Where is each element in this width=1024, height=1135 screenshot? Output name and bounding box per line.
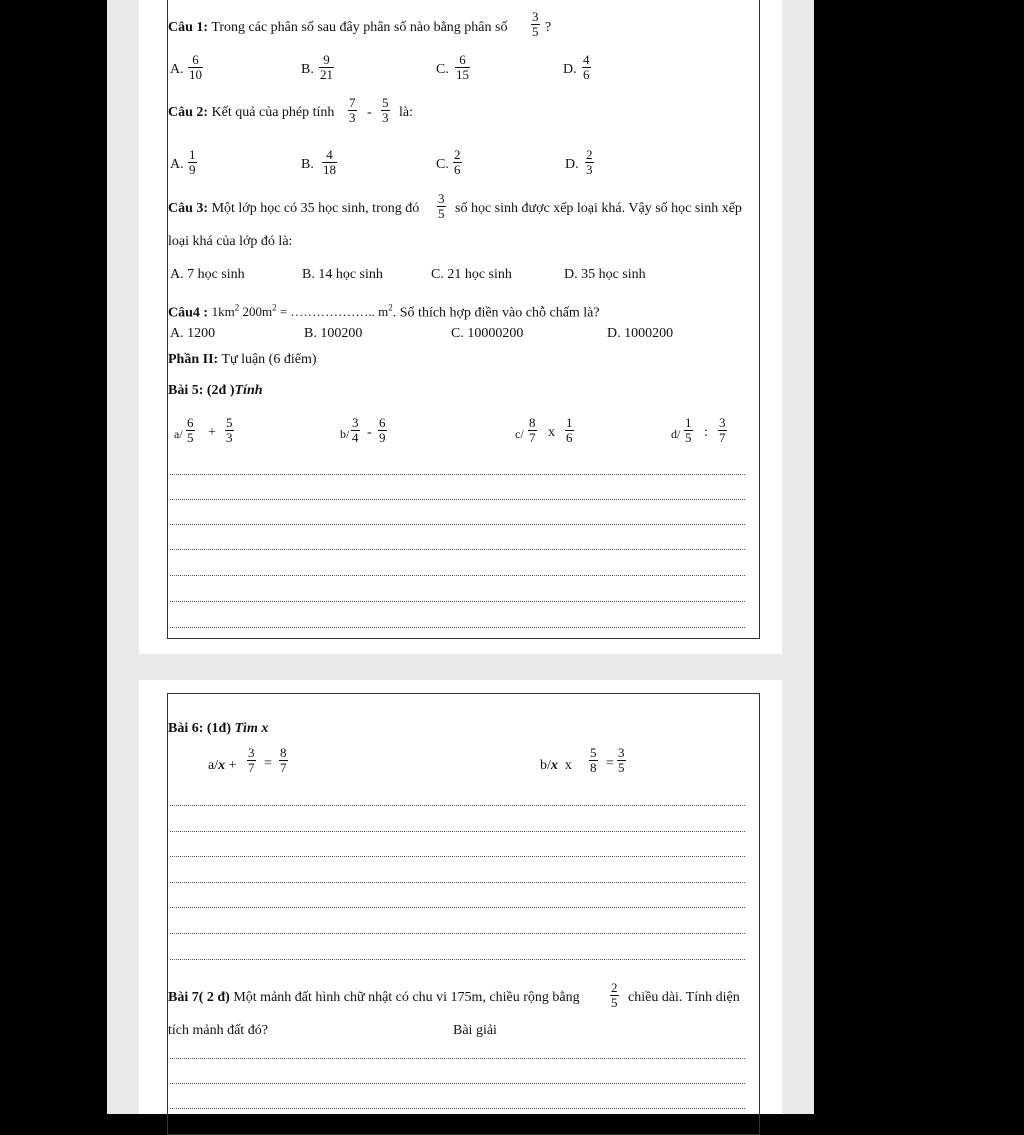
ex5-a-prefix: a/ — [174, 427, 183, 441]
q4-option-b: B. 100200 — [304, 326, 363, 341]
q2-fraction-1: $\frac{7}{3}$ — [349, 95, 356, 125]
answer-line — [170, 474, 745, 475]
q1-option-b-fraction: $\frac{9}{21}$ — [320, 52, 333, 82]
q4-option-d: D. 1000200 — [607, 326, 674, 341]
answer-line — [170, 1058, 745, 1059]
q3-option-c: C. 21 học sinh — [431, 267, 512, 282]
q2-option-c-label: C. — [436, 157, 449, 172]
q3-fraction: $\frac{3}{5}$ — [438, 191, 445, 221]
answer-line — [170, 575, 745, 576]
question-3-text: Một lớp học có 35 học sinh, trong đó — [211, 201, 420, 216]
question-2 — [168, 105, 334, 121]
question-1-text: Trong các phân số sau đây phân số nào bằng phân số — [211, 20, 508, 35]
q2-option-b-label: B. — [301, 157, 314, 172]
question-1 — [168, 20, 507, 36]
question-3-line-2: loại khá của lớp đó là: — [168, 234, 293, 249]
part-2-heading: Phần II: Tự luận (6 điểm) — [168, 352, 317, 367]
ex5-d-prefix: d/ — [671, 427, 681, 441]
ex6-a-equals: = — [264, 756, 272, 771]
ex6-a-expression: a/x + — [208, 758, 237, 773]
q3-option-a: A. 7 học sinh — [170, 267, 245, 282]
q1-option-d-fraction: $\frac{4}{6}$ — [583, 52, 590, 82]
ex5-d-operator: : — [704, 425, 708, 440]
question-1-label: Câu 1: — [168, 20, 209, 35]
page-2-border — [167, 693, 760, 1135]
ex5-a-fraction-2: $\frac{5}{3}$ — [226, 415, 233, 445]
q2-option-c-fraction: $\frac{2}{6}$ — [454, 147, 461, 177]
ex5-a-fraction-1: $\frac{6}{5}$ — [187, 415, 194, 445]
ex5-d-fraction-1: $\frac{1}{5}$ — [685, 415, 692, 445]
q2-operator: - — [367, 105, 372, 120]
answer-line — [170, 1108, 745, 1109]
ex5-b-prefix: b/ — [340, 427, 350, 441]
ex6-b-fraction-2: $\frac{3}{5}$ — [618, 745, 625, 775]
answer-line — [170, 933, 745, 934]
q2-option-d-fraction: $\frac{2}{3}$ — [586, 147, 593, 177]
q4-option-a: A. 1200 — [170, 326, 216, 341]
question-3-label: Câu 3: — [168, 201, 209, 216]
question-3 — [168, 201, 419, 217]
exercise-7-line-2: tích mảnh đất đó? — [168, 1023, 268, 1038]
q1-option-b-label: B. — [301, 62, 314, 77]
ex5-c-fraction-1: $\frac{8}{7}$ — [529, 415, 536, 445]
question-1-end: ? — [545, 20, 552, 35]
exercise-6-heading: Bài 6: (1đ) Tìm x — [168, 721, 269, 736]
question-4: Câu4 : $1km^2$ $200m^2$ = ……………….. $m^2$. Số thích hợp điền vào chỗ chấm là? — [168, 303, 600, 321]
exercise-7-text-2: chiều dài. Tính diện — [628, 990, 740, 1005]
q2-fraction-2: $\frac{5}{3}$ — [382, 95, 389, 125]
answer-line — [170, 499, 745, 500]
question-4-label: Câu4 : — [168, 305, 209, 321]
answer-line — [170, 601, 745, 602]
answer-line — [170, 907, 745, 908]
q2-end: là: — [399, 105, 413, 120]
q3-option-b: B. 14 học sinh — [302, 267, 383, 282]
question-1-fraction: $\frac{3}{5}$ — [532, 9, 539, 39]
q2-option-a-fraction: $\frac{1}{9}$ — [189, 147, 196, 177]
ex6-a-fraction-1: $\frac{3}{7}$ — [248, 745, 255, 775]
q1-option-d-label: D. — [563, 62, 577, 77]
q1-option-c-fraction: $\frac{6}{15}$ — [456, 52, 469, 82]
ex5-d-fraction-2: $\frac{3}{7}$ — [719, 415, 726, 445]
q1-option-a-label: A. — [170, 62, 184, 77]
ex7-fraction: $\frac{2}{5}$ — [611, 980, 618, 1010]
question-2-text: Kết quả của phép tính — [211, 105, 335, 120]
ex5-b-fraction-1: $\frac{3}{4}$ — [352, 415, 359, 445]
q2-option-b-fraction: $\frac{4}{18}$ — [323, 147, 336, 177]
q1-option-a-fraction: $\frac{6}{10}$ — [189, 52, 202, 82]
answer-line — [170, 1083, 745, 1084]
answer-line — [170, 959, 745, 960]
ex5-c-prefix: c/ — [515, 427, 524, 441]
ex6-a-fraction-2: $\frac{8}{7}$ — [280, 745, 287, 775]
answer-line — [170, 805, 745, 806]
answer-line — [170, 856, 745, 857]
ex6-b-expression: b/x x — [540, 758, 572, 773]
q4-option-c: C. 10000200 — [451, 326, 524, 341]
ex5-c-fraction-2: $\frac{1}{6}$ — [566, 415, 573, 445]
q3-option-d: D. 35 học sinh — [564, 267, 646, 282]
answer-line — [170, 831, 745, 832]
q2-option-d-label: D. — [565, 157, 579, 172]
question-2-label: Câu 2: — [168, 105, 209, 120]
answer-line — [170, 882, 745, 883]
exercise-5-heading: Bài 5: (2đ )Tính — [168, 383, 263, 398]
answer-line — [170, 549, 745, 550]
ex6-b-equals: = — [606, 756, 614, 771]
exercise-7: Bài 7( 2 đ) Một mảnh đất hình chữ nhật có chu vi 175m, chiều rộng bằng — [168, 990, 580, 1005]
solution-heading: Bài giải — [453, 1023, 497, 1038]
ex5-b-fraction-2: $\frac{6}{9}$ — [379, 415, 386, 445]
ex5-c-operator: x — [548, 425, 555, 440]
question-3-text-2: số học sinh được xếp loại khá. Vậy số học sinh xếp — [455, 201, 742, 216]
answer-line — [170, 524, 745, 525]
q1-option-c-label: C. — [436, 62, 449, 77]
answer-line — [170, 627, 745, 628]
ex5-b-operator: - — [367, 425, 372, 440]
q2-option-a-label: A. — [170, 157, 184, 172]
ex5-a-operator: + — [208, 425, 216, 440]
ex6-b-fraction-1: $\frac{5}{8}$ — [590, 745, 597, 775]
